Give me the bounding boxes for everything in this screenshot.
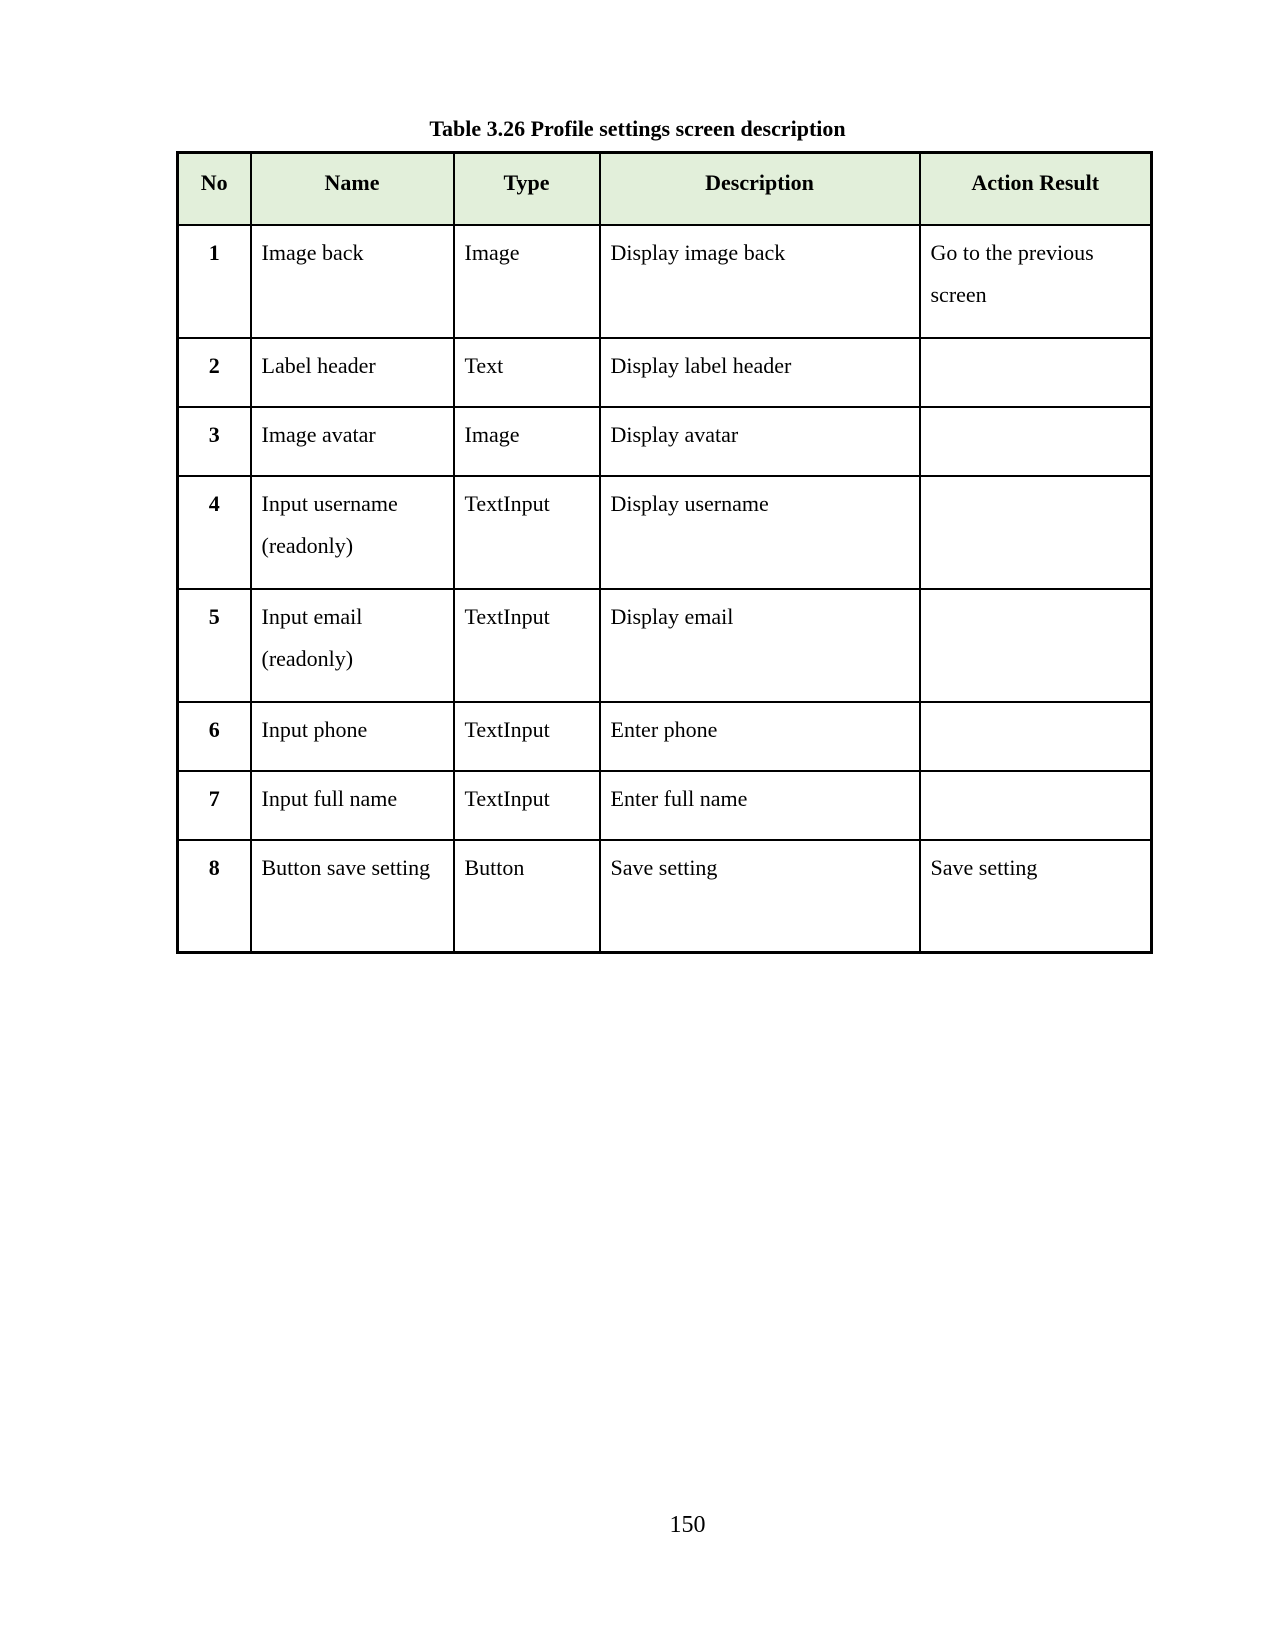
cell-action-result bbox=[920, 771, 1152, 840]
cell-no: 7 bbox=[178, 771, 251, 840]
table-row bbox=[178, 589, 1152, 702]
cell-name: Input email (readonly) bbox=[251, 589, 454, 702]
header-no: No bbox=[178, 153, 251, 225]
cell-name: Input phone bbox=[251, 702, 454, 771]
cell-action-result: Save setting bbox=[920, 840, 1152, 953]
cell-action-result: Go to the previous screen bbox=[920, 225, 1152, 338]
cell-type: Button bbox=[454, 840, 600, 953]
profile-settings-description-table bbox=[176, 151, 1153, 954]
cell-type: TextInput bbox=[454, 771, 600, 840]
cell-description: Enter phone bbox=[600, 702, 920, 771]
table-row bbox=[178, 771, 1152, 840]
cell-description: Enter full name bbox=[600, 771, 920, 840]
page-number: 150 bbox=[669, 1512, 706, 1538]
cell-description: Display username bbox=[600, 476, 920, 589]
cell-name: Image avatar bbox=[251, 407, 454, 476]
cell-action-result bbox=[920, 702, 1152, 771]
header-action-result: Action Result bbox=[920, 153, 1152, 225]
cell-no: 6 bbox=[178, 702, 251, 771]
cell-description: Display email bbox=[600, 589, 920, 702]
table-header-row bbox=[178, 153, 1152, 225]
table-row bbox=[178, 476, 1152, 589]
table-row bbox=[178, 702, 1152, 771]
table-caption: Table 3.26 Profile settings screen description bbox=[429, 116, 846, 141]
cell-no: 3 bbox=[178, 407, 251, 476]
cell-no: 8 bbox=[178, 840, 251, 953]
cell-action-result bbox=[920, 407, 1152, 476]
header-name: Name bbox=[251, 153, 454, 225]
cell-name: Input full name bbox=[251, 771, 454, 840]
cell-no: 2 bbox=[178, 338, 251, 407]
cell-description: Display image back bbox=[600, 225, 920, 338]
cell-type: Image bbox=[454, 407, 600, 476]
cell-description: Display avatar bbox=[600, 407, 920, 476]
cell-action-result bbox=[920, 476, 1152, 589]
cell-name: Image back bbox=[251, 225, 454, 338]
cell-type: TextInput bbox=[454, 476, 600, 589]
cell-type: Image bbox=[454, 225, 600, 338]
cell-type: TextInput bbox=[454, 589, 600, 702]
cell-no: 4 bbox=[178, 476, 251, 589]
cell-name: Label header bbox=[251, 338, 454, 407]
cell-action-result bbox=[920, 589, 1152, 702]
header-type: Type bbox=[454, 153, 600, 225]
cell-action-result bbox=[920, 338, 1152, 407]
cell-name: Button save setting bbox=[251, 840, 454, 953]
header-description: Description bbox=[600, 153, 920, 225]
cell-description: Save setting bbox=[600, 840, 920, 953]
cell-no: 5 bbox=[178, 589, 251, 702]
cell-type: Text bbox=[454, 338, 600, 407]
cell-description: Display label header bbox=[600, 338, 920, 407]
table-row bbox=[178, 407, 1152, 476]
table-row bbox=[178, 225, 1152, 338]
cell-name: Input username (readonly) bbox=[251, 476, 454, 589]
table-row bbox=[178, 840, 1152, 953]
cell-type: TextInput bbox=[454, 702, 600, 771]
table-row bbox=[178, 338, 1152, 407]
cell-no: 1 bbox=[178, 225, 251, 338]
